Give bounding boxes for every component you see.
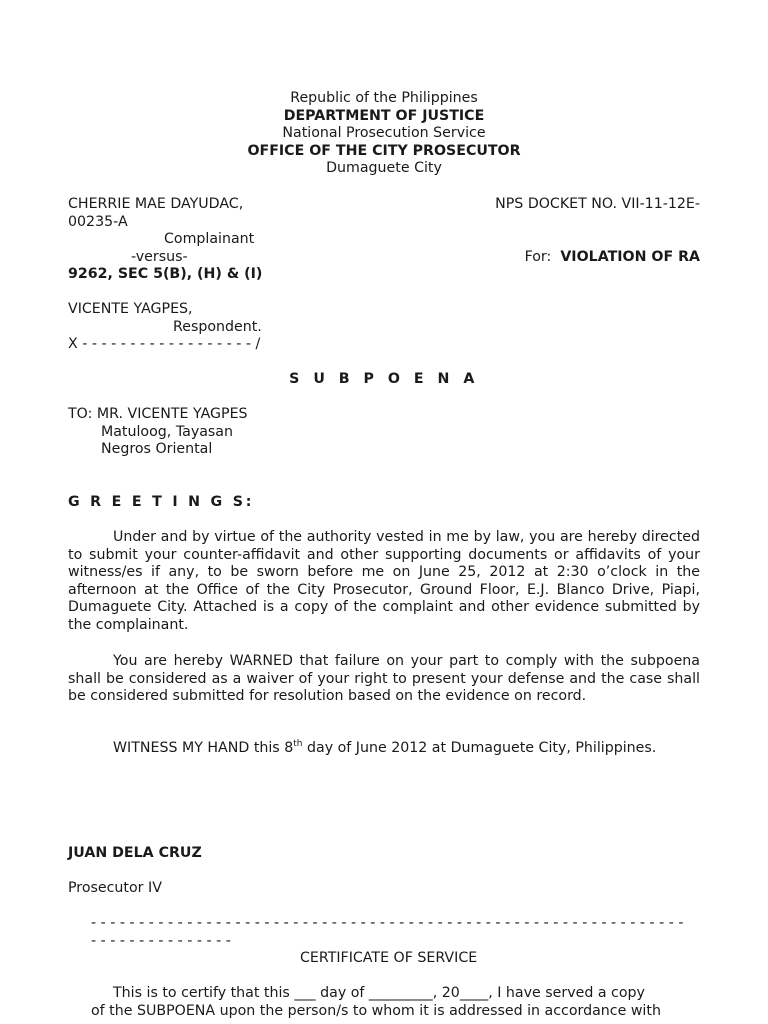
greetings-heading: G R E E T I N G S: bbox=[68, 494, 255, 510]
respondent-role: Respondent. bbox=[173, 318, 262, 335]
versus-label: -versus- bbox=[131, 248, 188, 265]
witness-text-start: WITNESS MY HAND this 8 bbox=[113, 740, 294, 756]
complainant-name: CHERRIE MAE DAYUDAC, bbox=[68, 196, 244, 212]
dashed-divider-continued: - - - - - - - - - - - - - - - bbox=[91, 932, 231, 949]
header-service: National Prosecution Service bbox=[282, 125, 486, 141]
certificate-line2: of the SUBPOENA upon the person/s to whom it is addressed in accordance with bbox=[91, 1002, 661, 1019]
violation-label: VIOLATION OF RA bbox=[560, 248, 700, 265]
header-city: Dumaguete City bbox=[326, 160, 442, 176]
paragraph-directive-text: Under and by virtue of the authority vested in me by law, you are hereby directed to submit your counter-affidavit and other supporting documents or affidavits of your witness/es if any, to be sworn before me on June 25, 2012 at 2:30 o’clock in the afternoon at the Office of the City Prosecutor, Ground Floor, E.J. Blanco Drive, Piapi, Dumaguete City. Attached is a copy of the complaint and other evidence submitted by the complainant. bbox=[68, 529, 700, 633]
paragraph-warning bbox=[68, 653, 700, 706]
docket-number-continued: 00235-A bbox=[68, 213, 128, 230]
addressee-to: TO: MR. VICENTE YAGPES bbox=[68, 406, 248, 422]
addressee-address-line1: Matuloog, Tayasan bbox=[101, 423, 233, 440]
header-office: OFFICE OF THE CITY PROSECUTOR bbox=[247, 142, 521, 159]
signatory-title: Prosecutor IV bbox=[68, 880, 162, 896]
document-title: S U B P O E N A bbox=[289, 371, 479, 387]
header-department: DEPARTMENT OF JUSTICE bbox=[283, 107, 485, 124]
caption-separator: X - - - - - - - - - - - - - - - - - - / bbox=[68, 336, 261, 352]
witness-ordinal-suffix: th bbox=[293, 739, 303, 749]
certificate-heading: CERTIFICATE OF SERVICE bbox=[300, 950, 478, 966]
witness-text-end: day of June 2012 at Dumaguete City, Philippines. bbox=[302, 740, 657, 756]
docket-number: NPS DOCKET NO. VII-11-12E- bbox=[495, 196, 700, 212]
violation-charge bbox=[525, 249, 700, 267]
signatory-name: JUAN DELA CRUZ bbox=[68, 845, 202, 861]
certificate-line1: This is to certify that this ___ day of _________, 20____, I have served a copy bbox=[113, 985, 645, 1001]
complainant-role: Complainant bbox=[164, 231, 255, 247]
violation-continued: 9262, SEC 5(B), (H) & (I) bbox=[68, 266, 263, 282]
respondent-name: VICENTE YAGPES, bbox=[68, 301, 193, 317]
addressee-address-line2: Negros Oriental bbox=[101, 441, 213, 457]
paragraph-directive bbox=[68, 529, 700, 635]
witness-line bbox=[113, 740, 656, 758]
header-republic: Republic of the Philippines bbox=[290, 90, 478, 106]
for-label: For: bbox=[524, 248, 552, 265]
dashed-divider: - - - - - - - - - - - - - - - - - - - - - - - - - - - - - - - - - - - - - - - - - - - - - - - - - - - - - - - - - - - - - - bbox=[91, 915, 684, 931]
paragraph-warning-text: You are hereby WARNED that failure on your part to comply with the subpoena shall be considered as a waiver of your right to present your defense and the case shall be considered submitted for resolution based on the evidence on record. bbox=[68, 653, 700, 705]
